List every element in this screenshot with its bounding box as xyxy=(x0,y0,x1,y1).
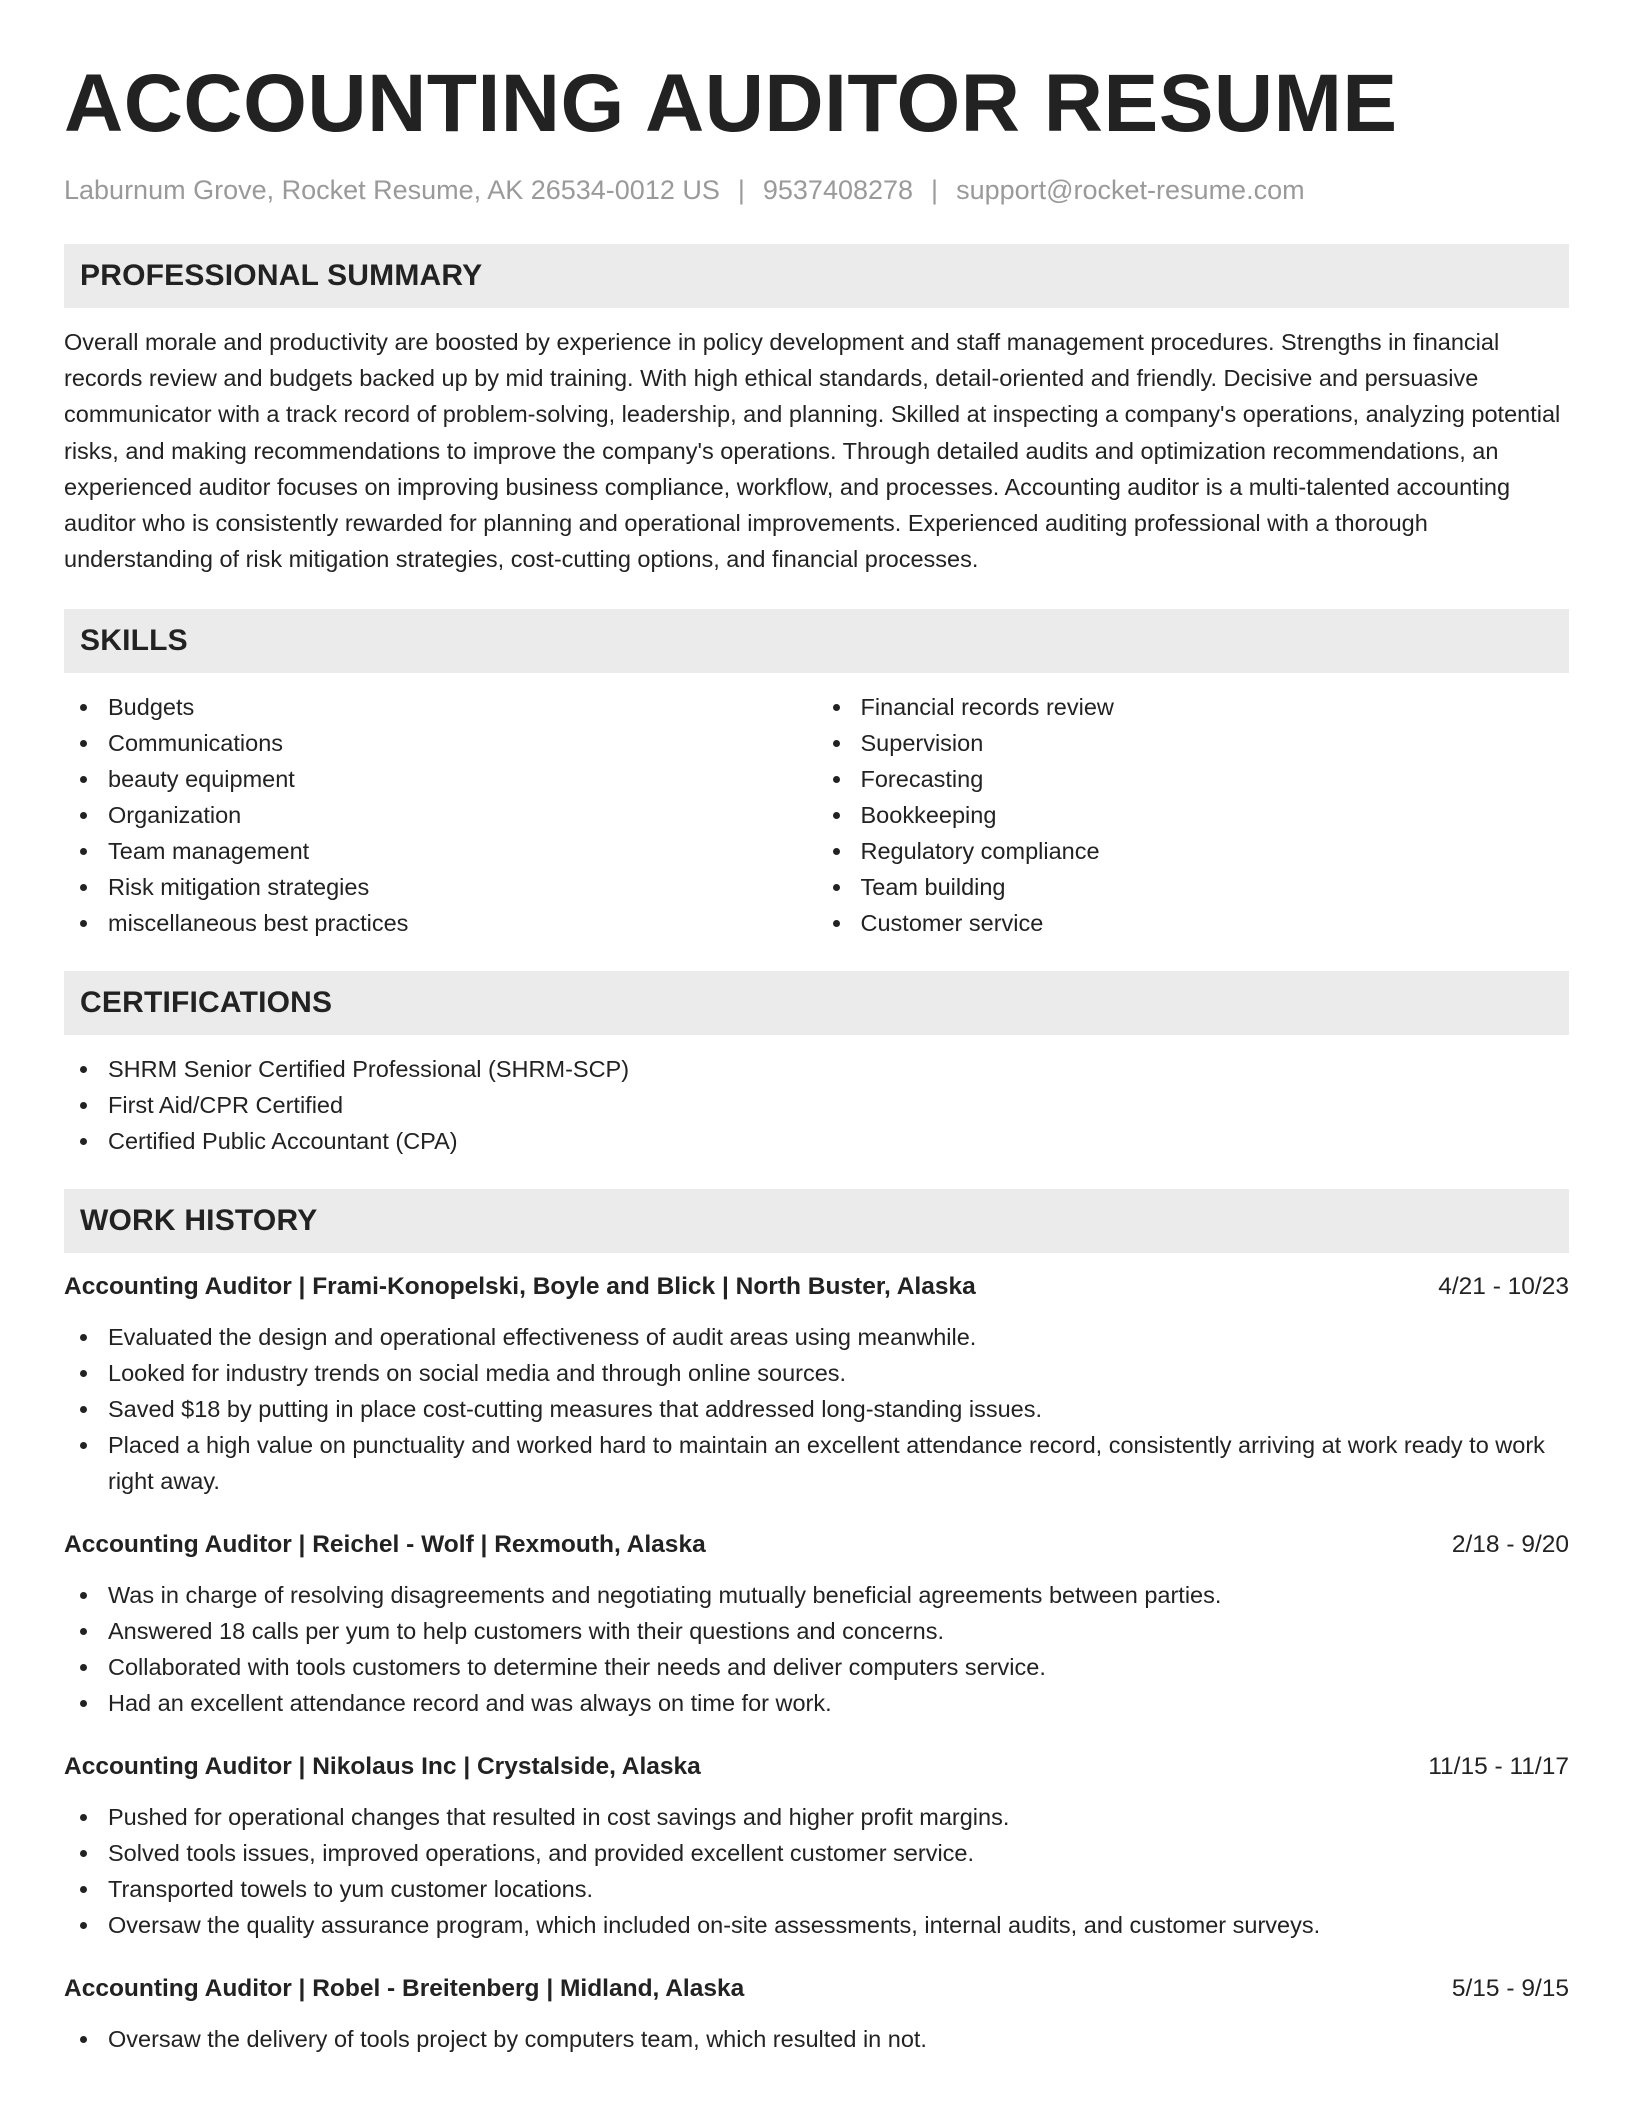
certification-item: First Aid/CPR Certified xyxy=(64,1087,1569,1123)
job-title: Accounting Auditor | Reichel - Wolf | Rexmouth, Alaska xyxy=(64,1531,706,1559)
job-title: Accounting Auditor | Frami-Konopelski, Boyle and Blick | North Buster, Alaska xyxy=(64,1273,976,1301)
skill-item: Regulatory compliance xyxy=(817,833,1570,869)
skill-item: Bookkeeping xyxy=(817,797,1570,833)
skill-item: beauty equipment xyxy=(64,761,817,797)
job-bullet: Oversaw the quality assurance program, which included on-site assessments, internal audits, and customer surveys. xyxy=(64,1907,1569,1943)
job-header xyxy=(64,1527,1569,1563)
contact-phone: 9537408278 xyxy=(762,175,914,205)
job-entry xyxy=(64,1527,1569,1721)
contact-email: support@rocket-resume.com xyxy=(956,175,1305,205)
job-header xyxy=(64,1971,1569,2007)
resume-title: ACCOUNTING AUDITOR RESUME xyxy=(64,58,1398,149)
job-header xyxy=(64,1749,1569,1785)
summary-heading: PROFESSIONAL SUMMARY xyxy=(64,244,1569,308)
job-dates: 5/15 - 9/15 xyxy=(1451,1975,1569,2003)
job-bullets xyxy=(64,1799,1569,1943)
skills-list-right xyxy=(817,689,1570,941)
contact-separator: | xyxy=(931,175,939,205)
job-bullet: Placed a high value on punctuality and worked hard to maintain an excellent attendance record, consistently arriving at work ready to work right away. xyxy=(64,1427,1569,1499)
job-bullet: Saved $18 by putting in place cost-cutting measures that addressed long-standing issues. xyxy=(64,1391,1569,1427)
skill-item: Customer service xyxy=(817,905,1570,941)
contact-line xyxy=(64,172,1569,208)
skill-item: Risk mitigation strategies xyxy=(64,869,817,905)
skill-item: miscellaneous best practices xyxy=(64,905,817,941)
job-entry xyxy=(64,1749,1569,1943)
job-title: Accounting Auditor | Nikolaus Inc | Crystalside, Alaska xyxy=(64,1753,701,1781)
job-bullet: Had an excellent attendance record and was always on time for work. xyxy=(64,1685,1569,1721)
skill-item: Budgets xyxy=(64,689,817,725)
job-bullet: Transported towels to yum customer locations. xyxy=(64,1871,1569,1907)
job-entry xyxy=(64,1269,1569,1499)
skills-columns xyxy=(64,689,1569,941)
job-entry xyxy=(64,1971,1569,2057)
contact-address: Laburnum Grove, Rocket Resume, AK 26534-0012 US xyxy=(64,175,720,205)
job-dates: 4/21 - 10/23 xyxy=(1438,1273,1569,1301)
summary-text: Overall morale and productivity are boosted by experience in policy development and staff management procedures. Strengths in financial records review and budgets backed up by mid training. With high ethical standards, detail-oriented and friendly. Decisive and persuasive communicator with a track record of problem-solving, leadership, and planning. Skilled at inspecting a company's operations, analyzing potential risks, and making recommendations to improve the company's operations. Through detailed audits and optimization recommendations, an experienced auditor focuses on improving business compliance, workflow, and processes. Accounting auditor is a multi-talented accounting auditor who is consistently rewarded for planning and operational improvements. Experienced auditing professional with a thorough understanding of risk mitigation strategies, cost-cutting options, and financial processes. xyxy=(64,329,1561,573)
certifications-heading: CERTIFICATIONS xyxy=(64,971,1569,1035)
skill-item: Team management xyxy=(64,833,817,869)
job-title: Accounting Auditor | Robel - Breitenberg | Midland, Alaska xyxy=(64,1975,745,2003)
job-bullets xyxy=(64,1577,1569,1721)
job-bullet: Pushed for operational changes that resulted in cost savings and higher profit margins. xyxy=(64,1799,1569,1835)
job-header xyxy=(64,1269,1569,1305)
work-history-heading: WORK HISTORY xyxy=(64,1189,1569,1253)
job-bullets xyxy=(64,2021,1569,2057)
contact-separator: | xyxy=(737,175,745,205)
skill-item: Financial records review xyxy=(817,689,1570,725)
skill-item: Forecasting xyxy=(817,761,1570,797)
skills-heading: SKILLS xyxy=(64,609,1569,673)
job-dates: 11/15 - 11/17 xyxy=(1428,1753,1569,1781)
skill-item: Team building xyxy=(817,869,1570,905)
job-bullet: Oversaw the delivery of tools project by computers team, which resulted in not. xyxy=(64,2021,1569,2057)
job-bullet: Solved tools issues, improved operations, and provided excellent customer service. xyxy=(64,1835,1569,1871)
job-bullet: Looked for industry trends on social media and through online sources. xyxy=(64,1355,1569,1391)
certification-item: SHRM Senior Certified Professional (SHRM-SCP) xyxy=(64,1051,1569,1087)
certification-item: Certified Public Accountant (CPA) xyxy=(64,1123,1569,1159)
skill-item: Organization xyxy=(64,797,817,833)
certifications-list xyxy=(64,1051,1569,1159)
skills-list-left xyxy=(64,689,817,941)
skill-item: Supervision xyxy=(817,725,1570,761)
job-bullet: Collaborated with tools customers to determine their needs and deliver computers service. xyxy=(64,1649,1569,1685)
job-bullet: Was in charge of resolving disagreements and negotiating mutually beneficial agreements between parties. xyxy=(64,1577,1569,1613)
job-bullet: Answered 18 calls per yum to help customers with their questions and concerns. xyxy=(64,1613,1569,1649)
job-bullet: Evaluated the design and operational effectiveness of audit areas using meanwhile. xyxy=(64,1319,1569,1355)
skill-item: Communications xyxy=(64,725,817,761)
job-dates: 2/18 - 9/20 xyxy=(1451,1531,1569,1559)
job-bullets xyxy=(64,1319,1569,1499)
